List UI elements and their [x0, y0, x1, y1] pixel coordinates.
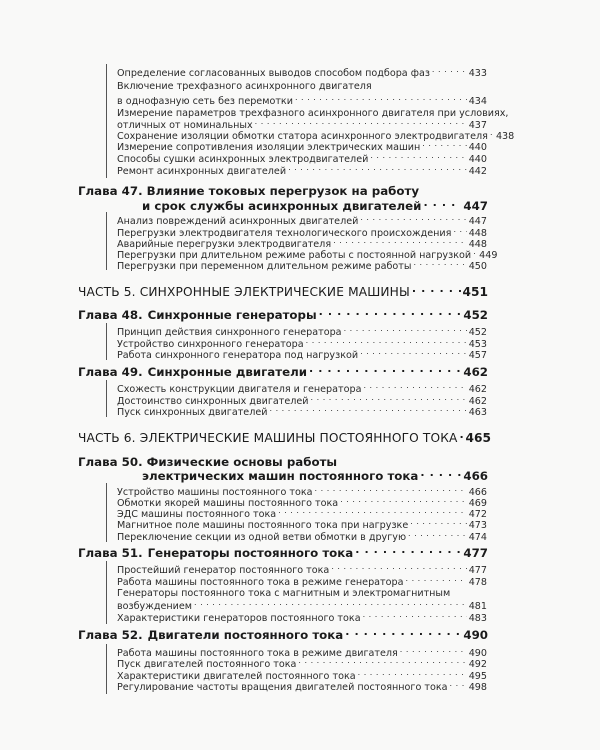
dot-leader [340, 496, 467, 506]
entry-title: Ремонт асинхронных двигателей [117, 166, 287, 177]
chapter-heading[interactable] [78, 628, 488, 643]
entry-page: 447 [468, 216, 487, 227]
entry-title: Определение согласованных выводов способом подбора фаз [117, 68, 430, 79]
chapter-title: Генераторы постоянного тока [147, 546, 354, 560]
entry-title[interactable]: Включение трехфазного асинхронного двигателя [117, 81, 372, 92]
dot-leader [194, 599, 467, 609]
chapter-page: 462 [463, 365, 488, 379]
toc-entry[interactable] [117, 94, 487, 108]
chapter-label: Глава 49. [78, 365, 143, 379]
entry-page: 449 [479, 250, 498, 261]
dot-leader [298, 657, 466, 667]
dot-leader [370, 152, 466, 162]
dot-leader [360, 348, 467, 358]
entry-title: Простейший генератор постоянного тока [117, 565, 330, 576]
dot-leader [295, 94, 467, 104]
toc-entry[interactable] [117, 530, 487, 544]
entry-page: 478 [468, 577, 487, 588]
dot-leader [331, 563, 466, 573]
entry-page: 466 [468, 487, 487, 498]
entry-page: 481 [468, 601, 487, 612]
toc-entry[interactable] [117, 164, 487, 178]
chapter-label: Глава 52. [78, 628, 143, 642]
chapter-title: Синхронные генераторы [147, 308, 317, 322]
dot-leader [423, 200, 461, 210]
entry-title: Измерение сопротивления изоляции электрических машин [117, 142, 421, 153]
dot-leader [363, 382, 466, 392]
dot-leader [473, 248, 477, 258]
dot-leader [422, 140, 466, 150]
dot-leader [408, 530, 467, 540]
dot-leader [400, 646, 467, 656]
entry-page: 463 [468, 407, 487, 418]
entry-page: 477 [468, 565, 487, 576]
entry-page: 474 [468, 532, 487, 543]
entry-title: Характеристики генераторов постоянного тока [117, 613, 361, 624]
entry-page: 462 [468, 396, 487, 407]
chapter-label: Глава 50. [78, 455, 143, 469]
chapter-page: 466 [463, 469, 488, 483]
entry-title: Способы сушки асинхронных электродвигателей [117, 154, 369, 165]
toc-entry[interactable] [117, 259, 487, 273]
section-bar [106, 212, 107, 270]
dot-leader [450, 680, 467, 690]
entry-page: 453 [468, 339, 487, 350]
entry-title: Характеристики двигателей постоянного тока [117, 671, 356, 682]
dot-leader [269, 405, 466, 415]
dot-leader [410, 518, 466, 528]
chapter-page: 452 [463, 308, 488, 322]
chapter-title: Синхронные двигатели [147, 365, 307, 379]
chapter-heading-cont[interactable] [142, 199, 488, 214]
dot-leader [278, 507, 467, 517]
entry-title[interactable]: Измерение параметров трехфазного асинхронного двигателя при условиях, [117, 108, 509, 119]
entry-title[interactable]: Генераторы постоянного тока с магнитным и электромагнитным [117, 588, 451, 599]
entry-title: Устройство синхронного генератора [117, 339, 304, 350]
toc-entry[interactable] [117, 348, 487, 362]
entry-title: Переключение секции из одной ветви обмотки в другую [117, 532, 407, 543]
part-title: ЧАСТЬ 6. ЭЛЕКТРИЧЕСКИЕ МАШИНЫ ПОСТОЯННОГО ТОКА [78, 431, 458, 445]
section-bar [106, 64, 107, 178]
dot-leader [405, 575, 466, 585]
dot-leader [412, 286, 461, 296]
entry-title: Работа машины постоянного тока в режиме двигателя [117, 648, 398, 659]
entry-page: 483 [468, 613, 487, 624]
entry-title: Аварийные перегрузки электродвигателя [117, 239, 332, 250]
entry-title: Принцип действия синхронного генератора [117, 327, 342, 338]
entry-page: 448 [468, 239, 487, 250]
entry-page: 498 [468, 682, 487, 693]
dot-leader [306, 337, 467, 347]
entry-page: 450 [468, 261, 487, 272]
entry-title: ЭДС машины постоянного тока [117, 509, 277, 520]
section-bar [106, 561, 107, 624]
entry-page: 437 [468, 120, 487, 131]
chapter-page: 477 [463, 546, 488, 560]
toc-entry[interactable] [117, 66, 487, 80]
entry-title: Регулирование частоты вращения двигателей постоянного тока [117, 682, 448, 693]
dot-leader [255, 118, 467, 128]
dot-leader [453, 226, 466, 236]
entry-title: Перегрузки электродвигателя технологического происхождения [117, 228, 452, 239]
chapter-heading[interactable] [78, 184, 419, 199]
chapter-heading[interactable] [78, 546, 488, 561]
part-heading[interactable] [78, 431, 491, 446]
dot-leader [363, 611, 467, 621]
entry-title: Схожесть конструкции двигателя и генератора [117, 384, 362, 395]
entry-title: Сохранение изоляции обмотки статора асинхронного электродвигателя [117, 131, 488, 142]
entry-title: Работа синхронного генератора под нагрузкой [117, 350, 359, 361]
chapter-title: Двигатели постоянного тока [147, 628, 344, 642]
part-title: ЧАСТЬ 5. СИНХРОННЫЕ ЭЛЕКТРИЧЕСКИЕ МАШИНЫ [78, 285, 410, 299]
entry-page: 473 [468, 520, 487, 531]
section-bar [106, 323, 107, 360]
chapter-heading[interactable] [78, 455, 337, 470]
dot-leader [288, 164, 467, 174]
entry-page: 440 [468, 154, 487, 165]
entry-page: 448 [468, 228, 487, 239]
dot-leader [432, 66, 467, 76]
part-page: 451 [462, 285, 488, 299]
dot-leader [413, 259, 466, 269]
chapter-title: Физические основы работы [146, 455, 338, 469]
entry-title: Устройство машины постоянного тока [117, 487, 313, 498]
dot-leader [360, 214, 466, 224]
dot-leader [345, 629, 461, 639]
dot-leader [311, 394, 467, 404]
dot-leader [315, 485, 467, 495]
entry-title: Пуск двигателей постоянного тока [117, 659, 297, 670]
section-bar [106, 483, 107, 542]
dot-leader [355, 547, 461, 557]
dot-leader [344, 325, 467, 335]
chapter-heading[interactable] [78, 365, 488, 380]
entry-page: 438 [495, 131, 515, 142]
entry-page: 442 [468, 166, 487, 177]
entry-title-cont: возбуждением [117, 601, 193, 612]
chapter-title: Влияние токовых перегрузок на работу [146, 184, 420, 198]
entry-page: 492 [468, 659, 487, 670]
entry-title: Анализ повреждений асинхронных двигателей [117, 216, 359, 227]
dot-leader [309, 366, 461, 376]
chapter-page: 490 [463, 628, 488, 642]
entry-page: 440 [468, 142, 487, 153]
entry-title: Магнитное поле машины постоянного тока при нагрузке [117, 520, 409, 531]
entry-page: 457 [468, 350, 487, 361]
entry-page: 434 [468, 96, 487, 107]
chapter-label: Глава 48. [78, 308, 143, 322]
dot-leader [490, 129, 494, 139]
dot-leader [358, 669, 467, 679]
entry-title: Достоинство синхронных двигателей [117, 396, 309, 407]
chapter-title-cont: электрических машин постоянного тока [142, 469, 419, 483]
entry-page: 462 [468, 384, 487, 395]
entry-title: Обмотки якорей машины постоянного тока [117, 498, 339, 509]
chapter-title-cont: и срок службы асинхронных двигателей [142, 199, 422, 213]
section-bar [106, 644, 107, 694]
toc-entry[interactable] [117, 680, 487, 694]
dot-leader [460, 432, 464, 442]
entry-page: 495 [468, 671, 487, 682]
entry-title: Перегрузки при длительном режиме работы с постоянной нагрузкой [117, 250, 472, 261]
entry-title-cont: отличных от номинальных [117, 120, 253, 131]
entry-page: 452 [468, 327, 487, 338]
toc-entry[interactable] [117, 611, 487, 625]
entry-title: Пуск синхронных двигателей [117, 407, 268, 418]
part-page: 465 [465, 431, 491, 445]
chapter-label: Глава 47. [78, 184, 143, 198]
dot-leader [333, 237, 467, 247]
entry-title: Работа машины постоянного тока в режиме генератора [117, 577, 404, 588]
section-bar [106, 380, 107, 417]
chapter-heading-cont[interactable] [142, 469, 488, 484]
dot-leader [319, 309, 462, 319]
chapter-label: Глава 51. [78, 546, 143, 560]
entry-page: 472 [468, 509, 487, 520]
entry-page: 433 [468, 68, 487, 79]
entry-title-cont: в однофазную сеть без перемотки [117, 96, 293, 107]
entry-title: Перегрузки при переменном длительном режиме работы [117, 261, 412, 272]
entry-page: 490 [468, 648, 487, 659]
part-heading[interactable] [78, 285, 488, 300]
toc-entry[interactable] [117, 405, 487, 419]
entry-page: 469 [468, 498, 487, 509]
dot-leader [420, 470, 461, 480]
chapter-heading[interactable] [78, 308, 488, 323]
chapter-page: 447 [463, 199, 488, 213]
